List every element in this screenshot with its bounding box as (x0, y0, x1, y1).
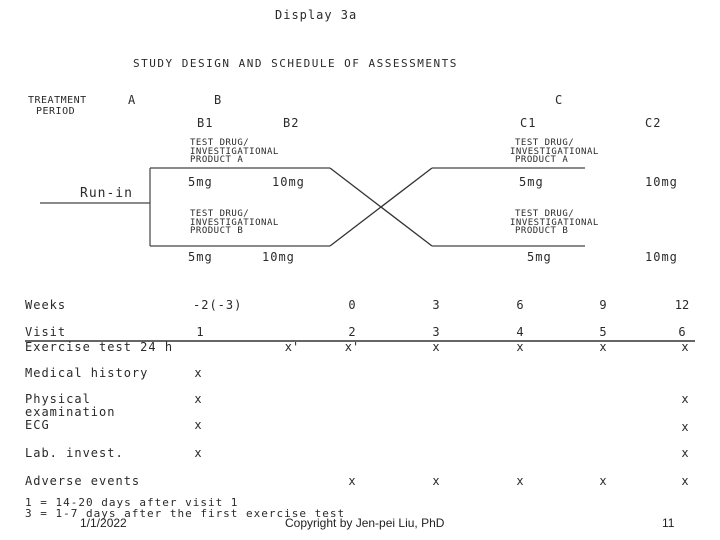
product-b-left-line3: PRODUCT B (190, 226, 244, 236)
period-b: B (214, 93, 223, 107)
subperiod-b1: B1 (197, 116, 214, 130)
visit-value: 4 (516, 325, 524, 339)
dose-b1-5mg: 5mg (188, 175, 213, 189)
weeks-label: Weeks (25, 298, 67, 312)
schedule-mark: x' (284, 340, 300, 354)
product-a-right-line1: TEST DRUG/ (515, 138, 575, 148)
visit-value: 5 (599, 325, 607, 339)
treatment-label: TREATMENT (28, 95, 87, 106)
visit-label: Visit (25, 325, 67, 339)
run-in-label: Run-in (80, 186, 133, 201)
row-label: Physical (25, 392, 91, 406)
product-b-right-line1: TEST DRUG/ (515, 209, 575, 219)
display-title: Display 3a (275, 8, 358, 22)
footnote-1: 1 = 14-20 days after visit 1 (25, 496, 239, 509)
week-value: -2(-3) (193, 298, 243, 312)
schedule-mark: x (681, 340, 689, 354)
week-value: 12 (674, 298, 690, 312)
row-label: Lab. invest. (25, 446, 124, 460)
visit-value: 1 (196, 325, 204, 339)
schedule-mark: x (681, 446, 689, 460)
schedule-mark: x (599, 474, 607, 488)
schedule-mark: x (348, 474, 356, 488)
visit-value: 3 (432, 325, 440, 339)
footer-date: 1/1/2022 (80, 516, 127, 530)
schedule-mark: x (516, 340, 524, 354)
visit-value: 6 (678, 325, 686, 339)
dose-c1-5mg: 5mg (519, 175, 544, 189)
product-a-right-line2: INVESTIGATIONAL (510, 147, 599, 157)
schedule-mark: x (432, 340, 440, 354)
week-value: 9 (599, 298, 607, 312)
schedule-mark: x' (344, 340, 360, 354)
footnote-2: 3 = 1-7 days after the first exercise test (25, 507, 346, 520)
schedule-mark: x (681, 392, 689, 406)
period-a: A (128, 93, 137, 107)
schedule-mark: x (194, 418, 202, 432)
product-b-right-line2: INVESTIGATIONAL (510, 218, 599, 228)
subperiod-c2: C2 (645, 116, 662, 130)
week-value: 6 (516, 298, 524, 312)
schedule-mark: x (681, 420, 689, 434)
visit-value: 2 (348, 325, 356, 339)
row-label: Medical history (25, 366, 149, 380)
dose-b2-10mg: 10mg (272, 175, 305, 189)
period-c: C (555, 93, 564, 107)
product-a-left-line1: TEST DRUG/ (190, 138, 250, 148)
subperiod-b2: B2 (283, 116, 300, 130)
row-label: examination (25, 405, 116, 419)
schedule-mark: x (516, 474, 524, 488)
week-value: 0 (348, 298, 356, 312)
schedule-mark: x (194, 446, 202, 460)
dose-b2-10mg-lower: 10mg (262, 250, 295, 264)
footer-page-number: 11 (662, 516, 675, 530)
schedule-mark: x (599, 340, 607, 354)
footer-copyright: Copyright by Jen-pei Liu, PhD (285, 516, 445, 530)
row-label: ECG (25, 418, 50, 432)
product-a-left-line2: INVESTIGATIONAL (190, 147, 279, 157)
subperiod-c1: C1 (520, 116, 537, 130)
product-a-left-line3: PRODUCT A (190, 155, 244, 165)
dose-c1-5mg-lower: 5mg (527, 250, 552, 264)
product-a-right-line3: PRODUCT A (515, 155, 569, 165)
product-b-left-line1: TEST DRUG/ (190, 209, 250, 219)
week-value: 3 (432, 298, 440, 312)
dose-c2-10mg: 10mg (645, 175, 678, 189)
row-label: Adverse events (25, 474, 141, 488)
product-b-right-line3: PRODUCT B (515, 226, 569, 236)
row-label: Exercise test 24 h (25, 340, 174, 354)
product-b-left-line2: INVESTIGATIONAL (190, 218, 279, 228)
document-title: STUDY DESIGN AND SCHEDULE OF ASSESSMENTS (133, 57, 458, 70)
schedule-mark: x (194, 392, 202, 406)
schedule-mark: x (194, 366, 202, 380)
schedule-mark: x (681, 474, 689, 488)
dose-c2-10mg-lower: 10mg (645, 250, 678, 264)
period-label: PERIOD (36, 106, 76, 117)
schedule-mark: x (432, 474, 440, 488)
dose-b1-5mg-lower: 5mg (188, 250, 213, 264)
